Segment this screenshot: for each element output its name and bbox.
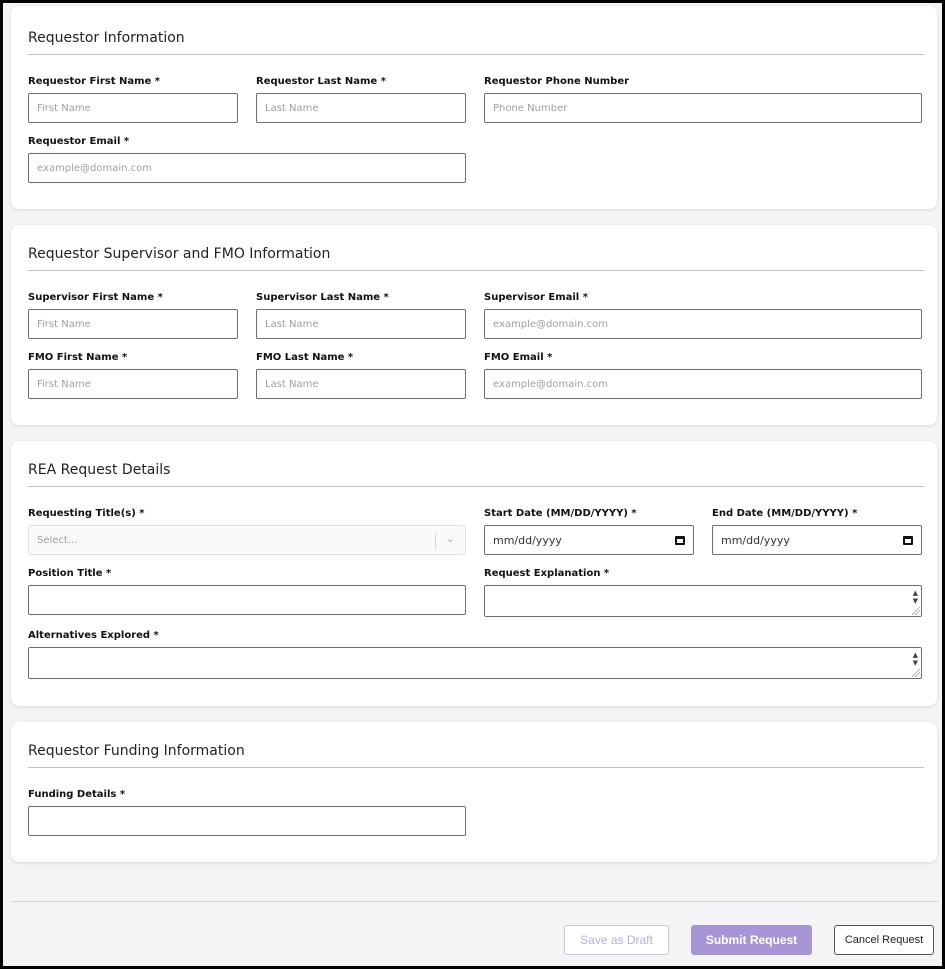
select-placeholder: Select... <box>37 534 78 546</box>
funding-details-input[interactable] <box>28 806 466 836</box>
requestor-email-input[interactable]: example@domain.com <box>28 153 466 183</box>
position-title-label: Position Title * <box>28 568 112 579</box>
end-date-input[interactable] <box>712 525 922 555</box>
section-divider <box>28 486 924 487</box>
requestor-phone-input[interactable]: Phone Number <box>484 93 922 123</box>
funding-details-label: Funding Details * <box>28 789 126 800</box>
start-date-value: mm/dd/yyyy <box>493 533 562 547</box>
fmo-email-input[interactable]: example@domain.com <box>484 369 922 399</box>
funding-info-card <box>11 722 937 862</box>
request-form-page <box>6 6 939 966</box>
supervisor-first-name-label: Supervisor First Name * <box>28 292 163 303</box>
chevron-down-icon[interactable]: ⌄ <box>445 532 455 545</box>
fmo-email-label: FMO Email * <box>484 352 553 363</box>
requesting-titles-select[interactable] <box>28 525 466 555</box>
calendar-icon[interactable] <box>903 536 913 545</box>
submit-request-button[interactable]: Submit Request <box>691 925 812 955</box>
requestor-info-card <box>11 6 937 209</box>
requesting-titles-label: Requesting Title(s) * <box>28 508 145 519</box>
supervisor-first-name-input[interactable]: First Name <box>28 309 238 339</box>
save-draft-button[interactable]: Save as Draft <box>564 925 669 955</box>
cancel-request-button[interactable]: Cancel Request <box>834 925 934 955</box>
section-title: Requestor Information <box>28 30 185 46</box>
section-title: Requestor Supervisor and FMO Information <box>28 246 331 262</box>
alternatives-explored-textarea[interactable] <box>28 647 922 679</box>
supervisor-last-name-label: Supervisor Last Name * <box>256 292 389 303</box>
start-date-label: Start Date (MM/DD/YYYY) * <box>484 508 637 519</box>
supervisor-email-input[interactable]: example@domain.com <box>484 309 922 339</box>
resize-handle-icon[interactable] <box>912 669 920 677</box>
supervisor-last-name-input[interactable]: Last Name <box>256 309 466 339</box>
request-explanation-label: Request Explanation * <box>484 568 610 579</box>
supervisor-email-label: Supervisor Email * <box>484 292 588 303</box>
resize-handle-icon[interactable] <box>912 607 920 615</box>
fmo-first-name-input[interactable]: First Name <box>28 369 238 399</box>
section-divider <box>28 54 924 55</box>
calendar-icon[interactable] <box>675 536 685 545</box>
requestor-phone-label: Requestor Phone Number <box>484 76 630 87</box>
requestor-first-name-input[interactable]: First Name <box>28 93 238 123</box>
spinner-icon[interactable]: ▲ ▼ <box>912 589 918 605</box>
fmo-first-name-label: FMO First Name * <box>28 352 128 363</box>
requestor-email-label: Requestor Email * <box>28 136 130 147</box>
spinner-icon[interactable]: ▲ ▼ <box>912 651 918 667</box>
requestor-last-name-input[interactable]: Last Name <box>256 93 466 123</box>
fmo-last-name-input[interactable]: Last Name <box>256 369 466 399</box>
alternatives-explored-label: Alternatives Explored * <box>28 630 159 641</box>
supervisor-fmo-card <box>11 225 937 425</box>
end-date-label: End Date (MM/DD/YYYY) * <box>712 508 858 519</box>
select-separator <box>435 533 436 549</box>
fmo-last-name-label: FMO Last Name * <box>256 352 354 363</box>
section-title: REA Request Details <box>28 462 171 478</box>
end-date-value: mm/dd/yyyy <box>721 533 790 547</box>
request-details-card <box>11 441 937 706</box>
footer-divider <box>11 901 939 902</box>
requestor-last-name-label: Requestor Last Name * <box>256 76 386 87</box>
start-date-input[interactable] <box>484 525 694 555</box>
section-divider <box>28 767 924 768</box>
requestor-first-name-label: Requestor First Name * <box>28 76 160 87</box>
request-explanation-textarea[interactable] <box>484 585 922 617</box>
section-title: Requestor Funding Information <box>28 743 245 759</box>
position-title-input[interactable] <box>28 585 466 615</box>
section-divider <box>28 270 924 271</box>
